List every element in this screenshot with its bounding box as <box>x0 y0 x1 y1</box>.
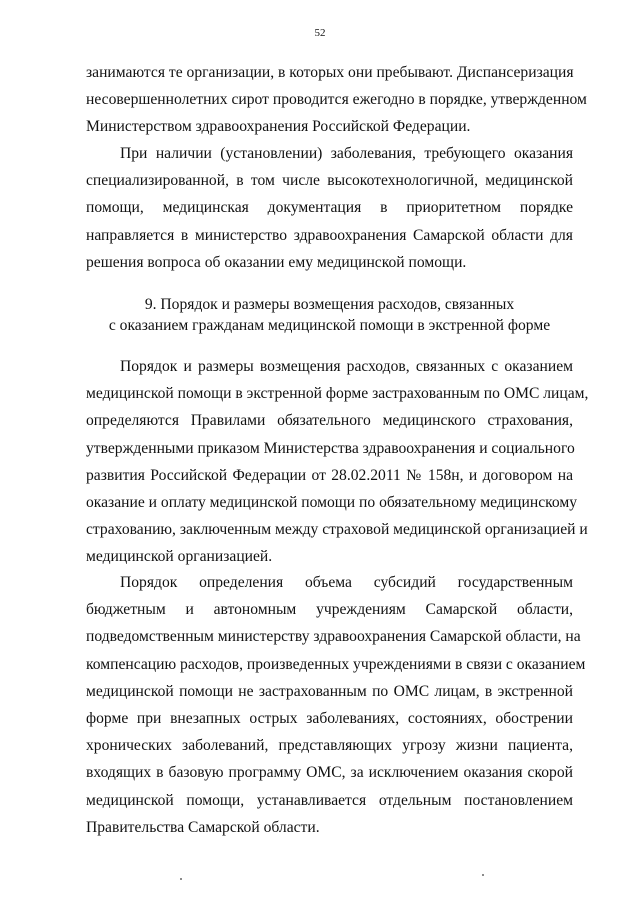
paragraph-1 <box>86 59 587 141</box>
paragraph-line: медицинской помощи в экстренной форме застрахованным по ОМС лицам, <box>86 385 589 403</box>
paragraph-line: Порядок определения объема субсидий государственным <box>120 574 573 591</box>
heading-line: с оказанием гражданам медицинской помощи в экстренной форме <box>108 317 551 334</box>
paragraph-line: утвержденными приказом Министерства здравоохранения и социального <box>86 439 575 457</box>
paragraph-line: страхованию, заключенным между страховой медицинской организацией и <box>86 521 588 539</box>
scan-speck <box>482 874 484 876</box>
paragraph-line: компенсацию расходов, произведенных учреждениями в связи с оказанием <box>86 655 586 673</box>
paragraph-line: бюджетным и автономным учреждениям Самарской области, <box>86 601 573 619</box>
paragraph-line: форме при внезапных острых заболеваниях, состояниях, обострении <box>86 709 573 727</box>
paragraph-line: подведомственным министерству здравоохранения Самарской области, на <box>86 628 581 646</box>
paragraph-line: Порядок и размеры возмещения расходов, связанных с оказанием <box>120 358 573 375</box>
paragraph-line: занимаются те организации, в которых они пребывают. Диспансеризация <box>86 64 574 81</box>
paragraph-line: решения вопроса об оказании ему медицинской помощи. <box>86 253 467 271</box>
paragraph-line: несовершеннолетних сирот проводится ежегодно в порядке, утвержденном <box>86 91 587 109</box>
paragraph-line: входящих в базовую программу ОМС, за исключением оказания скорой <box>86 764 573 782</box>
paragraph-line: При наличии (установлении) заболевания, требующего оказания <box>120 145 573 162</box>
paragraph-line: специализированной, в том числе высокотехнологичной, медицинской <box>86 172 573 190</box>
page-number: 52 <box>314 27 326 39</box>
paragraph-3 <box>86 353 589 571</box>
paragraph-line: определяются Правилами обязательного медицинского страхования, <box>86 412 573 430</box>
heading-line: 9. Порядок и размеры возмещения расходов, связанных <box>144 296 515 313</box>
section-heading <box>86 294 573 336</box>
paragraph-line: медицинской организацией. <box>86 548 273 566</box>
paragraph-line: направляется в министерство здравоохранения Самарской области для <box>86 226 573 244</box>
scan-speck <box>180 878 182 880</box>
paragraph-line: Министерством здравоохранения Российской Федерации. <box>86 118 471 136</box>
paragraph-line: развития Российской Федерации от 28.02.2011 № 158н, и договором на <box>86 466 573 484</box>
paragraph-4 <box>86 569 586 841</box>
paragraph-2 <box>86 140 573 276</box>
paragraph-line: оказание и оплату медицинской помощи по обязательному медицинскому <box>86 493 578 511</box>
paragraph-line: хронических заболеваний, представляющих угрозу жизни пациента, <box>86 737 573 755</box>
paragraph-line: медицинской помощи не застрахованным по ОМС лицам, в экстренной <box>86 682 573 700</box>
paragraph-line: медицинской помощи, устанавливается отдельным постановлением <box>86 791 573 809</box>
paragraph-line: помощи, медицинская документация в приоритетном порядке <box>86 199 573 217</box>
paragraph-line: Правительства Самарской области. <box>86 818 320 836</box>
